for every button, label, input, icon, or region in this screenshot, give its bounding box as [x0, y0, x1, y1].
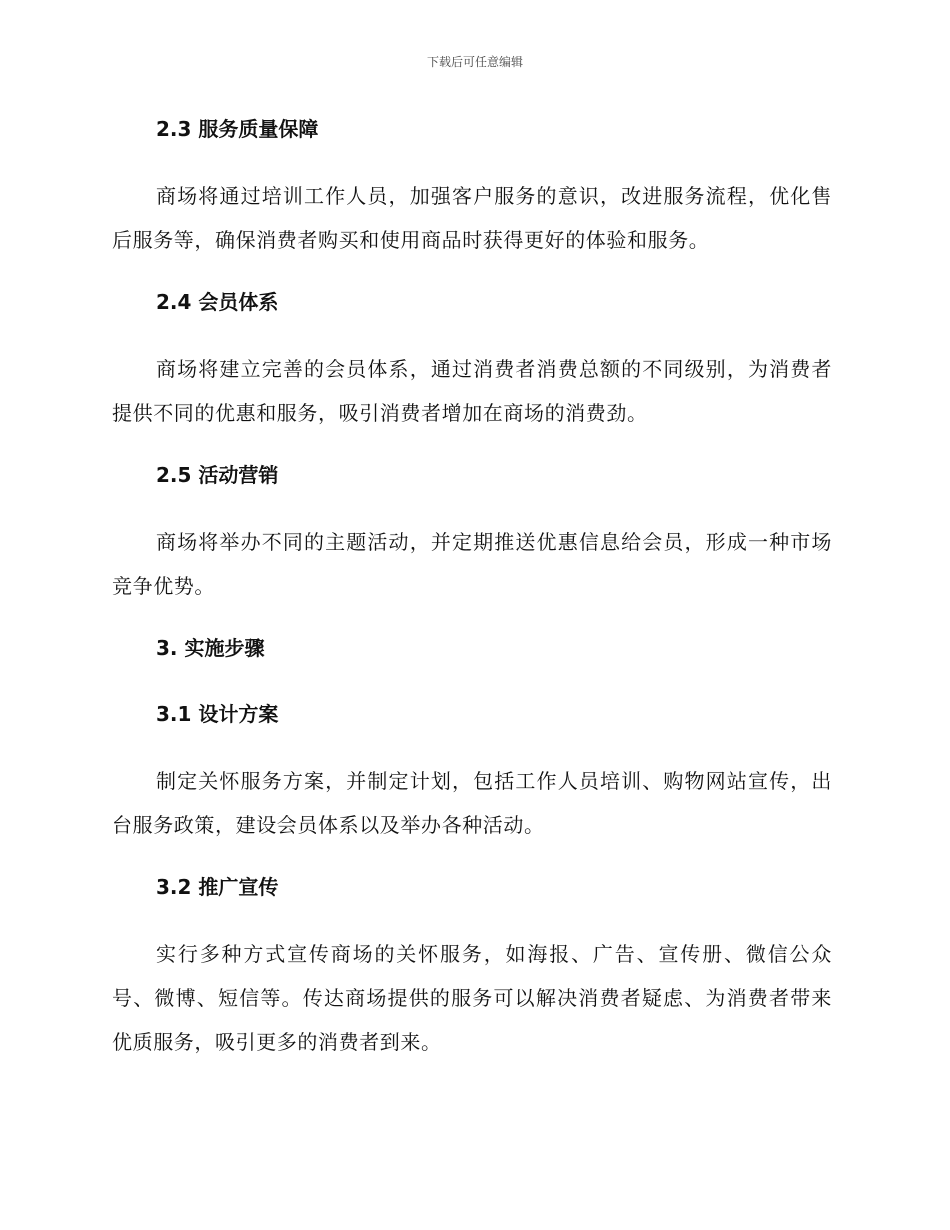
section-heading-3: 3. 实施步骤 [156, 636, 265, 660]
section-heading-3-1: 3.1 设计方案 [156, 702, 279, 726]
document-body [112, 108, 832, 1083]
paragraph-event-marketing: 商场将举办不同的主题活动，并定期推送优惠信息给会员，形成一种市场竞争优势。 [112, 530, 832, 598]
section-heading-3-2: 3.2 推广宣传 [156, 875, 279, 899]
section-heading-2-5: 2.5 活动营销 [156, 463, 279, 487]
paragraph-service-quality: 商场将通过培训工作人员，加强客户服务的意识，改进服务流程，优化售后服务等，确保消费者购买和使用商品时获得更好的体验和服务。 [112, 184, 832, 252]
section-heading-2-3: 2.3 服务质量保障 [156, 117, 319, 141]
section-heading-2-4: 2.4 会员体系 [156, 290, 279, 314]
paragraph-promotion: 实行多种方式宣传商场的关怀服务，如海报、广告、宣传册、微信公众号、微博、短信等。传达商场提供的服务可以解决消费者疑虑、为消费者带来优质服务，吸引更多的消费者到来。 [112, 942, 832, 1054]
paragraph-design-plan: 制定关怀服务方案，并制定计划，包括工作人员培训、购物网站宣传，出台服务政策，建设会员体系以及举办各种活动。 [112, 769, 832, 837]
paragraph-membership: 商场将建立完善的会员体系，通过消费者消费总额的不同级别，为消费者提供不同的优惠和服务，吸引消费者增加在商场的消费劲。 [112, 357, 832, 425]
page-header: 下载后可任意编辑 [426, 55, 523, 69]
